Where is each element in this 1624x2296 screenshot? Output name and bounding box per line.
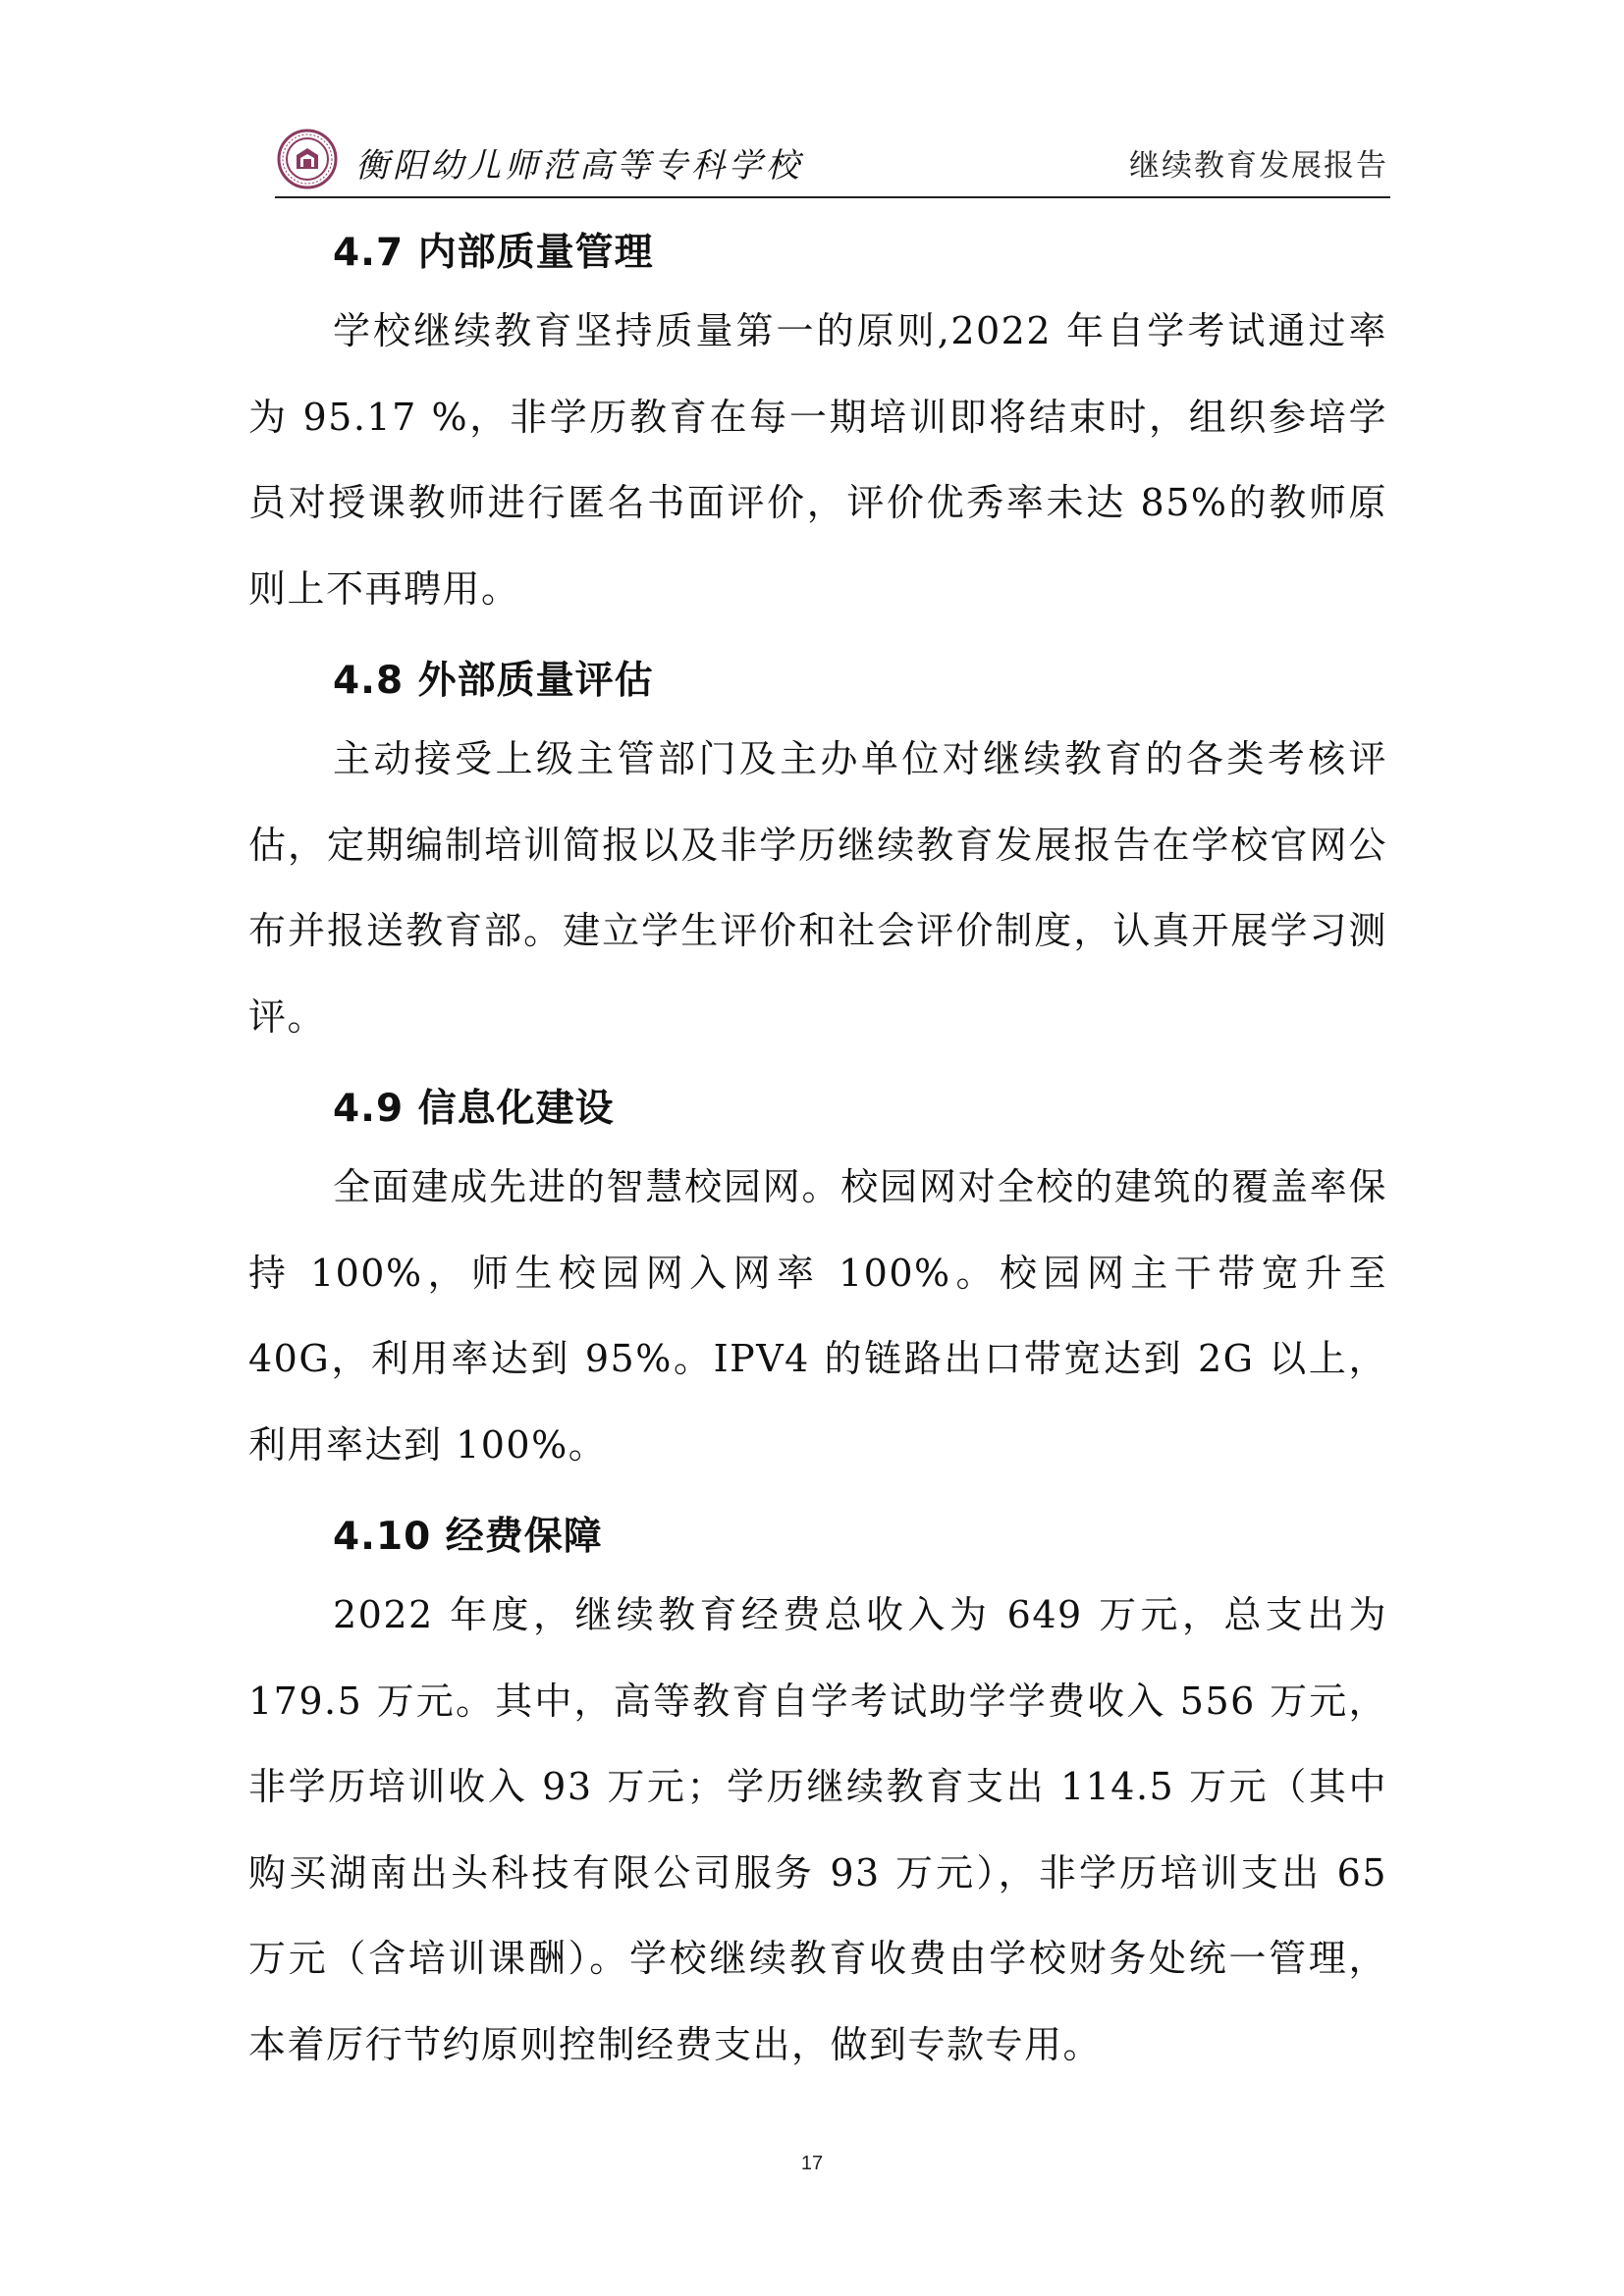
section-paragraph: 学校继续教育坚持质量第一的原则,2022 年自学考试通过率为 95.17 %，非学历教育在每一期培训即将结束时，组织参培学员对授课教师进行匿名书面评价，评价优秀率未达 85%的教师原则上不再聘用。	[248, 309, 1387, 611]
school-name: 衡阳幼儿师范高等专科学校	[355, 146, 803, 186]
section-external-evaluation	[248, 646, 1387, 1060]
page-number: 17	[800, 2153, 824, 2174]
report-title: 继续教育发展报告	[1129, 148, 1388, 184]
section-heading: 4.10 经费保障	[333, 1515, 603, 1559]
section-heading: 4.9 信息化建设	[333, 1087, 615, 1131]
school-seal-icon	[277, 129, 338, 189]
section-paragraph: 主动接受上级主管部门及主办单位对继续教育的各类考核评估，定期编制培训简报以及非学历继续教育发展报告在学校官网公布并报送教育部。建立学生评价和社会评价制度，认真开展学习测评。	[248, 737, 1387, 1039]
section-funding	[248, 1502, 1387, 2088]
section-paragraph: 全面建成先进的智慧校园网。校园网对全校的建筑的覆盖率保持 100%，师生校园网入网率 100%。校园网主干带宽升至 40G，利用率达到 95%。IPV4 的链路出口带宽达到 2G 以上，利用率达到 100%。	[248, 1165, 1387, 1467]
section-internal-quality	[248, 218, 1387, 632]
section-heading: 4.7 内部质量管理	[333, 231, 654, 275]
section-heading: 4.8 外部质量评估	[333, 659, 654, 703]
page-header	[275, 126, 1390, 196]
page-content	[248, 204, 1387, 2088]
header-divider	[275, 196, 1390, 198]
section-informatization	[248, 1074, 1387, 1488]
section-paragraph: 2022 年度，继续教育经费总收入为 649 万元，总支出为 179.5 万元。其中，高等教育自学考试助学学费收入 556 万元，非学历培训收入 93 万元；学历继续教育支出 114.5 万元（其中购买湖南出头科技有限公司服务 93 万元），非学历培训支出 65 万元（含培训课酬）。学校继续教育收费由学校财务处统一管理，本着厉行节约原则控制经费支出，做到专款专用。	[248, 1593, 1387, 2066]
